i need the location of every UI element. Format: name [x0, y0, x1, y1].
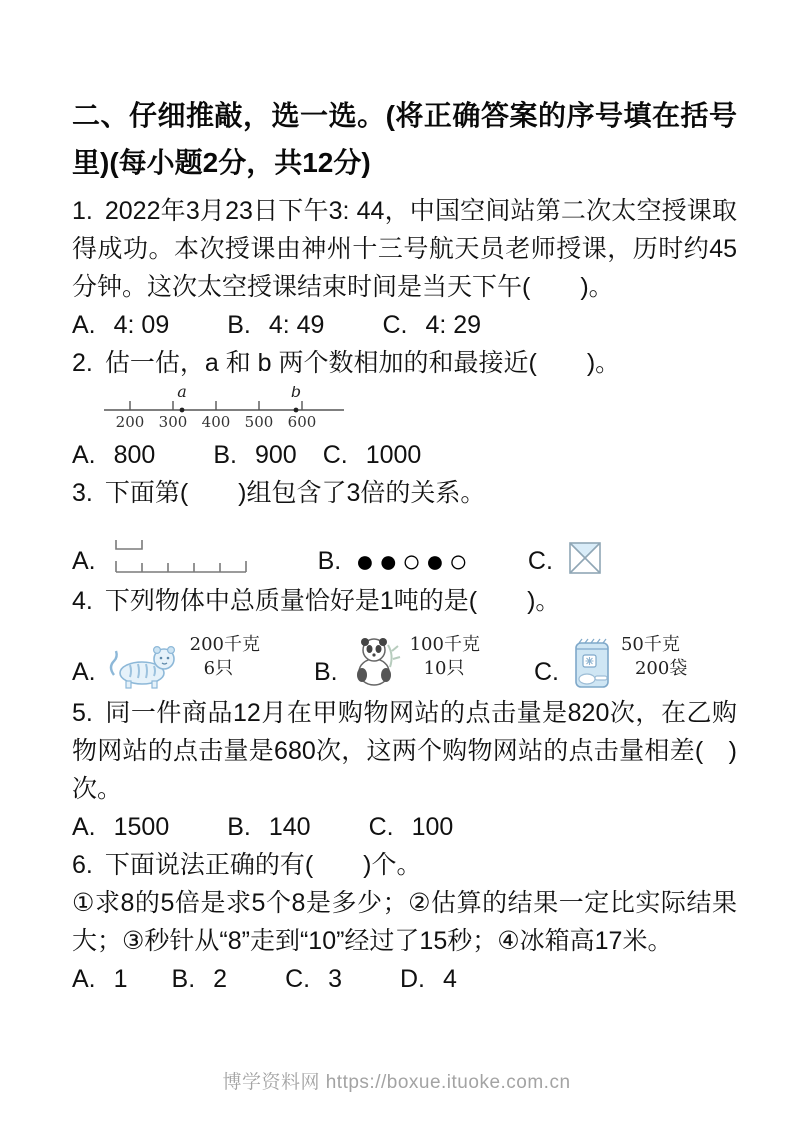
number-line-icon — [98, 386, 350, 434]
svg-text:200: 200 — [115, 413, 145, 431]
option-c: C. 4: 29 — [382, 311, 482, 339]
option-a: A. 1500 — [72, 813, 170, 841]
question-2 — [72, 344, 737, 474]
option-b: B. 140 — [227, 813, 311, 841]
panda-icon — [348, 635, 404, 691]
segment-ruler-icon — [110, 532, 252, 578]
question-1-text — [72, 192, 737, 306]
option-b: B. 4: 49 — [227, 311, 325, 339]
question-text: 同一件商品12月在甲购物网站的点击量是820次，在乙购物网站的点击量是680次，这两个购物网站的点击量相差( )次。 — [72, 699, 737, 803]
question-2-options — [72, 436, 737, 474]
question-6-text — [72, 846, 737, 884]
circles-pattern: ●●○●○ — [355, 543, 472, 579]
question-5-text — [72, 694, 737, 808]
weight-label: 200千克 — [189, 634, 260, 655]
option-b-panda — [348, 633, 480, 691]
question-6-options — [72, 960, 737, 998]
question-number: 1. — [72, 197, 93, 225]
question-5-options — [72, 808, 737, 846]
option-c: C. 100 — [368, 813, 454, 841]
point-a-label: a — [177, 386, 187, 401]
option-a-tiger — [106, 633, 260, 691]
flour-bag-icon — [569, 635, 615, 691]
count-label: 200袋 — [634, 658, 688, 679]
question-4 — [72, 582, 737, 691]
question-number: 5. — [72, 699, 93, 727]
svg-text:400: 400 — [201, 413, 231, 431]
question-number: 6. — [72, 851, 93, 879]
question-6 — [72, 846, 737, 998]
number-line-diagram — [98, 386, 737, 434]
option-a: A. 1 — [72, 965, 128, 993]
question-text: 下列物体中总质量恰好是1吨的是( )。 — [104, 587, 561, 615]
question-number: 2. — [72, 349, 93, 377]
question-number: 3. — [72, 479, 93, 507]
question-1-options — [72, 306, 737, 344]
svg-text:500: 500 — [244, 413, 274, 431]
footer-watermark: 博学资料网 https://boxue.ituoke.com.cn — [222, 1072, 571, 1093]
option-a: A. 800 — [72, 441, 156, 469]
option-b: B. 2 — [171, 965, 228, 993]
question-3 — [72, 474, 737, 580]
question-text: 下面说法正确的有( )个。 — [104, 851, 422, 879]
question-4-options: A. 200千克 6只 B. 100千克 10只 C. 50千克 200袋 — [72, 623, 737, 691]
tiger-icon — [106, 637, 184, 691]
question-3-options: A. B. ●●○●○ C. — [72, 518, 737, 580]
question-2-text — [72, 344, 737, 382]
question-1 — [72, 192, 737, 344]
option-c: C. 3 — [285, 965, 342, 993]
option-c: C. 1000 — [322, 441, 422, 469]
question-text: 2022年3月23日下午3: 44，中国空间站第二次太空授课取得成功。本次授课由神州十三号航天员老师授课，历时约45分钟。这次太空授课结束时间是当天下午( )。 — [72, 197, 737, 301]
question-6-statements: ①求8的5倍是求5个8是多少；②估算的结果一定比实际结果大；③秒针从“8”走到“10”经过了15秒；④冰箱高17米。 — [72, 889, 737, 955]
weight-label: 50千克 — [620, 634, 680, 655]
svg-text:600: 600 — [287, 413, 317, 431]
section-title: 二、仔细推敲，选一选。(将正确答案的序号填在括号里)(每小题2分，共12分) — [72, 100, 737, 178]
option-c-flour-bag — [569, 633, 687, 691]
option-d: D. 4 — [399, 965, 457, 993]
count-label: 10只 — [423, 658, 465, 679]
option-a: A. 4: 09 — [72, 311, 170, 339]
crossed-square-icon — [567, 540, 603, 576]
question-5 — [72, 694, 737, 846]
count-label: 6只 — [203, 658, 234, 679]
question-4-text — [72, 582, 737, 620]
weight-label: 100千克 — [409, 634, 480, 655]
option-b: B. 900 — [213, 441, 297, 469]
question-text: 估一估，a 和 b 两个数相加的和最接近( )。 — [104, 349, 621, 377]
question-text: 下面第( )组包含了3倍的关系。 — [104, 479, 486, 507]
svg-text:300: 300 — [158, 413, 188, 431]
question-3-text — [72, 474, 737, 512]
point-b-label: b — [290, 386, 302, 401]
question-number: 4. — [72, 587, 93, 615]
